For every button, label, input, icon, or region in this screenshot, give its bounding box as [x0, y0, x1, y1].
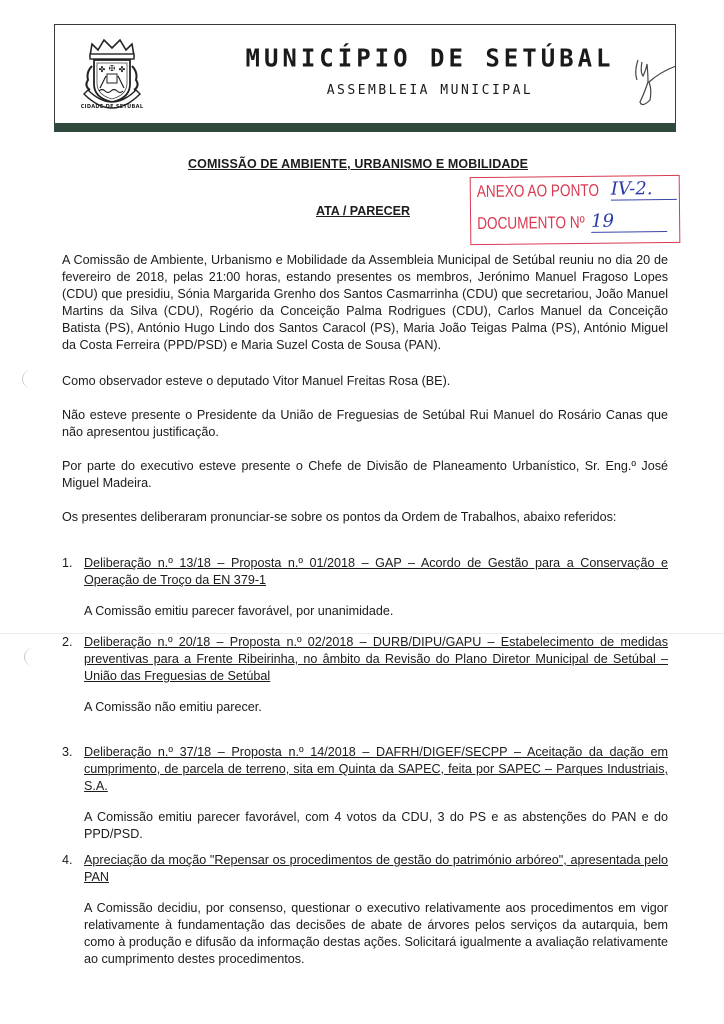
stamp-document-value: 19 — [591, 210, 667, 233]
item-heading: Deliberação n.º 20/18 – Proposta n.º 02/2018 – DURB/DIPU/GAPU – Estabelecimento de medidas preventivas para a Frente Ribeirinha, no âmbito da Revisão do Plano Diretor Municipal de Setúbal – União das Freguesias de Setúbal — [84, 635, 668, 683]
item-heading: Deliberação n.º 37/18 – Proposta n.º 14/2018 – DAFRH/DIGEF/SECPP – Aceitação da dação em cumprimento, de parcela de terreno, sita em Quinta da SAPEC, feita por SAPEC – Parques Industriais, S.A. — [84, 745, 668, 793]
stamp-document-label: DOCUMENTO Nº — [477, 212, 585, 234]
observer-paragraph — [62, 373, 668, 390]
annex-stamp — [470, 175, 681, 245]
svg-text:✤: ✤ — [98, 65, 106, 74]
agenda-item — [62, 744, 668, 843]
agenda-intro-text: Os presentes deliberaram pronunciar-se sobre os pontos da Ordem de Trabalhos, abaixo referidos: — [62, 510, 617, 524]
svg-text:✤: ✤ — [118, 65, 126, 74]
committee-title: COMISSÃO DE AMBIENTE, URBANISMO E MOBILIDADE — [188, 157, 529, 171]
agenda-item — [62, 634, 668, 716]
attendance-text: A Comissão de Ambiente, Urbanismo e Mobilidade da Assembleia Municipal de Setúbal reuniu no dia 20 de fevereiro de 2018, pelas 21:00 horas, estando presentes os membros, Jerónimo Manuel Fragoso Lopes (CDU) que presidiu, Sónia Margarida Grenho dos Santos Casmarrinha (CDU) que secretariou, João Manuel Martins da Silva (CDU), Rogério da Conceição Palma Rodrigues (CDU), Carlos Manuel da Conceição Batista (PS), António Hugo Lindo dos Santos Caracol (PS), Maria João Teigas Palma (PS), António Miguel da Costa Ferreira (PPD/PSD) e Maria Suzel Costa de Sousa (PAN). — [62, 253, 668, 352]
item-number: 2. — [62, 635, 73, 649]
svg-text:✠: ✠ — [108, 64, 116, 73]
executive-paragraph — [62, 458, 668, 492]
item-heading: Apreciação da moção "Repensar os procedimentos de gestão do património arbóreo", apresentada pelo PAN — [84, 853, 668, 884]
absent-paragraph — [62, 407, 668, 441]
document-subtitle: ATA / PARECER — [316, 204, 410, 218]
agenda-item — [62, 555, 668, 620]
item-number: 4. — [62, 853, 73, 867]
attendance-paragraph — [62, 252, 668, 354]
item-number: 1. — [62, 556, 73, 570]
signature-icon — [630, 50, 680, 110]
observer-text: Como observador esteve o deputado Vitor Manuel Freitas Rosa (BE). — [62, 374, 451, 388]
municipality-name: MUNICÍPIO DE SETÚBAL — [245, 43, 615, 73]
item-heading: Deliberação n.º 13/18 – Proposta n.º 01/2018 – GAP – Acordo de Gestão para a Conservação e Operação de Troço da EN 379-1 — [84, 556, 668, 587]
agenda-item — [62, 852, 668, 968]
absent-text: Não esteve presente o Presidente da União de Freguesias de Setúbal Rui Manuel do Rosário Canas que não apresentou justificação. — [62, 408, 668, 439]
punch-hole-icon — [22, 370, 40, 388]
punch-hole-icon — [24, 648, 42, 666]
item-result: A Comissão decidiu, por consenso, questionar o executivo relativamente aos procedimentos em vigor relativamente à fundamentação das decisões de abate de árvores pelos serviços da autarquia, bem como à produção e difusão da informação destas ações. Solicitará igualmente a avaliação relativamente ao cumprimento destes procedimentos. — [84, 901, 668, 966]
item-result: A Comissão não emitiu parecer. — [84, 700, 262, 714]
assembly-name: ASSEMBLEIA MUNICIPAL — [326, 83, 534, 98]
scan-line — [0, 633, 724, 634]
item-result: A Comissão emitiu parecer favorável, com 4 votos da CDU, 3 do PS e as abstenções do PAN e do PPD/PSD. — [84, 810, 668, 841]
stamp-annex-value: IV-2. — [611, 178, 677, 201]
letterhead-bar — [54, 123, 676, 132]
item-number: 3. — [62, 745, 73, 759]
agenda-intro-paragraph — [62, 509, 668, 526]
executive-text: Por parte do executivo esteve presente o Chefe de Divisão de Planeamento Urbanístico, Sr. Eng.º José Miguel Madeira. — [62, 459, 668, 490]
crest-motto: CIDADE DE SETÚBAL — [80, 104, 144, 110]
item-result: A Comissão emitiu parecer favorável, por unanimidade. — [84, 604, 394, 618]
stamp-annex-label: ANEXO AO PONTO — [476, 180, 600, 202]
